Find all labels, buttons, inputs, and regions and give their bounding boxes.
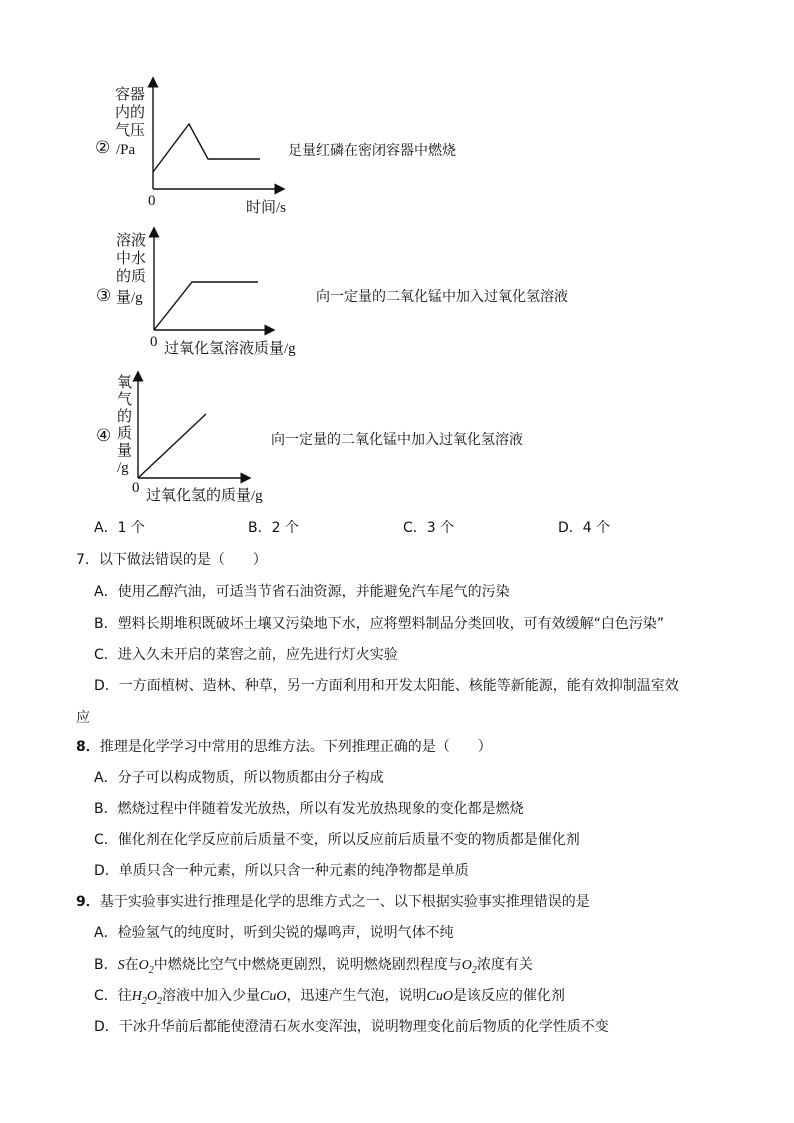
water-mass-curve: [154, 282, 258, 330]
option-text: 中燃烧比空气中燃烧更剧烈，说明燃烧剧烈程度与: [153, 957, 462, 973]
q8-option-b: B．燃烧过程中伴随着发光放热，所以有发光放热现象的变化都是燃烧: [94, 801, 524, 817]
question-number: 8．: [76, 739, 100, 755]
option-text: 浓度有关: [476, 957, 533, 973]
graph-2-origin: 0: [148, 193, 156, 209]
graph-2-ylabel-unit: /Pa: [116, 142, 136, 158]
graph-4-description: 向一定量的二氧化锰中加入过氧化氢溶液: [271, 432, 523, 448]
formula-subscript: 2: [157, 995, 163, 1007]
graph-3-ylabel-unit: 量/g: [116, 290, 143, 306]
formula-subscript: 2: [471, 964, 477, 976]
formula-h: H: [131, 989, 142, 1004]
graph-2-axes: [140, 80, 290, 200]
q7-option-d: D．一方面植树、造林、种草，另一方面利用和开发太阳能、核能等新能源，能有效抑制温室效: [94, 678, 679, 694]
q8-option-a: A．分子可以构成物质，所以物质都由分子构成: [94, 770, 384, 786]
question-stem: 以下做法错误的是（ ）: [98, 552, 267, 568]
question-9: [76, 892, 590, 912]
option-text: 溶液中加入少量: [162, 988, 261, 1004]
q6-option-d: D．4 个: [558, 520, 611, 536]
q6-option-c: C．3 个: [403, 520, 455, 536]
formula-s: S: [117, 958, 125, 973]
option-text: 是该反应的催化剂: [452, 988, 565, 1004]
graph-3-axes: [140, 230, 280, 340]
ylabel-line: 气压: [115, 123, 146, 139]
option-text: ，迅速产生气泡，说明: [286, 988, 427, 1004]
formula-subscript: 2: [148, 964, 154, 976]
graph-4-origin: 0: [132, 480, 140, 496]
ylabel-line: 内的: [115, 105, 146, 121]
option-text: 在: [124, 957, 139, 973]
formula-o: O: [146, 989, 158, 1004]
question-7: [76, 550, 267, 570]
graph-4-xlabel: 过氧化氢的质量/g: [146, 488, 263, 504]
formula-subscript: 2: [141, 995, 147, 1007]
formula-o: O: [138, 958, 149, 973]
ylabel-line: 的: [117, 409, 133, 425]
graph-4-axes: [126, 374, 266, 484]
q9-option-b: [94, 955, 533, 981]
q7-option-c: C．进入久未开启的菜窖之前，应先进行灯火实验: [94, 647, 398, 663]
formula-cuo: CuO: [260, 989, 287, 1004]
ylabel-line: /g: [117, 460, 129, 476]
q7-option-d-wrap: 应: [76, 710, 90, 726]
question-number: 7．: [76, 552, 99, 568]
ylabel-line: 量: [117, 443, 133, 459]
graph-2-description: 足量红磷在密闭容器中燃烧: [288, 143, 456, 159]
option-prefix: B．: [94, 957, 118, 973]
graph-4-number: ④: [96, 426, 112, 445]
q9-option-c: [94, 986, 565, 1012]
formula-h2o2: [131, 989, 163, 1007]
formula-o2: [461, 958, 477, 976]
q9-option-d: D．干冰升华前后都能使澄清石灰水变浑浊，说明物理变化前后物质的化学性质不变: [94, 1019, 609, 1035]
ylabel-line: 氧: [117, 375, 133, 391]
question-stem: 推理是化学学习中常用的思维方法。下列推理正确的是（ ）: [99, 739, 492, 755]
ylabel-line: 溶液: [116, 233, 147, 249]
q6-option-a: A．1 个: [94, 520, 145, 536]
formula-o2: [138, 958, 154, 976]
q7-option-a: A．使用乙醇汽油，可适当节省石油资源，并能避免汽车尾气的污染: [94, 584, 510, 600]
pressure-curve: [153, 124, 260, 172]
q8-option-d: D．单质只含一种元素，所以只含一种元素的纯净物都是单质: [94, 863, 469, 879]
graph-3-origin: 0: [150, 334, 158, 350]
ylabel-line: 容器: [115, 87, 146, 103]
q9-option-a: A．检验氢气的纯度时，听到尖锐的爆鸣声，说明气体不纯: [94, 925, 454, 941]
graph-2-number: ②: [95, 138, 111, 157]
graph-2-xlabel: 时间/s: [246, 200, 287, 216]
ylabel-line: 气: [117, 392, 133, 408]
graph-3-number: ③: [96, 286, 112, 305]
ylabel-line: 中水: [116, 251, 147, 267]
formula-o: O: [461, 958, 472, 973]
question-8: [76, 737, 492, 757]
q6-option-b: B．2 个: [248, 520, 299, 536]
option-prefix: C．往: [94, 988, 132, 1004]
question-number: 9．: [76, 894, 100, 910]
graph-3-description: 向一定量的二氧化锰中加入过氧化氢溶液: [316, 289, 568, 305]
oxygen-mass-line: [138, 414, 206, 478]
q8-option-c: C．催化剂在化学反应前后质量不变，所以反应前后质量不变的物质都是催化剂: [94, 832, 580, 848]
ylabel-line: 的质: [116, 269, 147, 285]
graph-3-xlabel: 过氧化氢溶液质量/g: [164, 341, 296, 357]
q7-option-b: B．塑料长期堆积既破坏土壤又污染地下水，应将塑料制品分类回收，可有效缓解“白色污染”: [94, 616, 665, 632]
question-stem: 基于实验事实进行推理是化学的思维方式之一、以下根据实验事实推理错误的是: [99, 894, 590, 910]
ylabel-line: 质: [117, 426, 133, 442]
formula-cuo: CuO: [426, 989, 453, 1004]
